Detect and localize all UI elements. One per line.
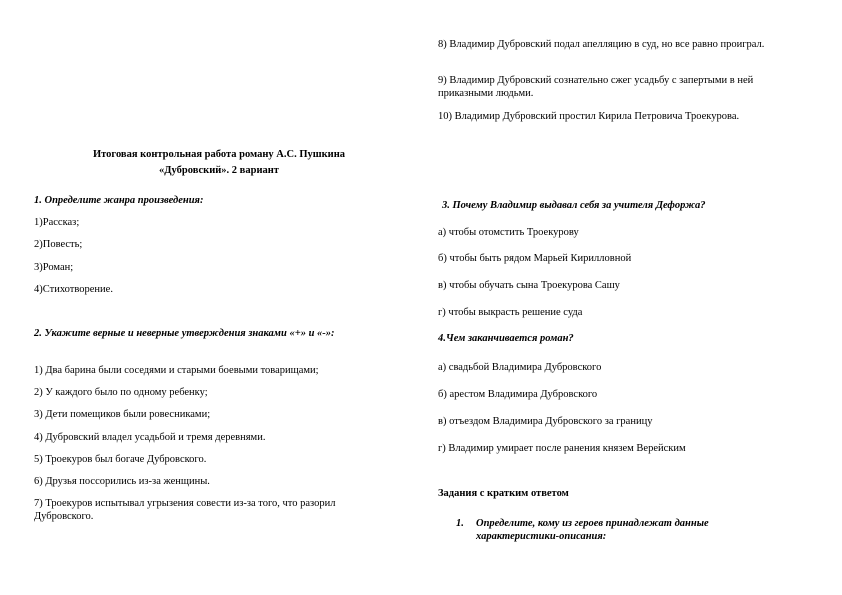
doc-title-line1: Итоговая контрольная работа роману А.С. Пушкина [93,149,345,160]
q1-option: 3)Роман; [34,262,74,273]
q4-option: а) свадьбой Владимира Дубровского [438,362,602,373]
q3-option: б) чтобы быть рядом Марьей Кирилловной [438,253,632,264]
q3-option: а) чтобы отомстить Троекурову [438,227,579,238]
q4-option: в) отъездом Владимира Дубровского за границу [438,416,653,427]
q3-option: в) чтобы обучать сына Троекурова Сашу [438,280,620,291]
q2-statement: 2) У каждого было по одному ребенку; [34,387,208,398]
q2-statement: 10) Владимир Дубровский простил Кирила Петровича Троекурова. [438,111,740,122]
short-item-text: Определите, кому из героев принадлежат данные характеристики-описания: [476,518,709,542]
q3-heading: 3. Почему Владимир выдавал себя за учителя Дефоржа? [442,200,706,211]
doc-title-line2: «Дубровский». 2 вариант [159,165,279,176]
q2-statement: 1) Два барина были соседями и старыми боевыми товарищами; [34,365,319,376]
q1-heading: 1. Определите жанра произведения: [34,195,204,206]
short-answer-heading: Задания с кратким ответом [438,488,569,499]
q1-option: 4)Стихотворение. [34,284,113,295]
q4-option: б) арестом Владимира Дубровского [438,389,598,400]
q2-statement: 7) Троекуров испытывал угрызения совести из-за того, что разорил Дубровского. [34,498,336,522]
q2-statement: 4) Дубровский владел усадьбой и тремя деревнями. [34,432,266,443]
q4-option: г) Владимир умирает после ранения князем Верейским [438,443,686,454]
short-item-number: 1. [456,518,464,529]
q4-heading: 4.Чем заканчивается роман? [438,333,574,344]
q2-statement: 5) Троекуров был богаче Дубровского. [34,454,207,465]
q2-statement: 9) Владимир Дубровский сознательно сжег усадьбу с запертыми в ней приказными людьми. [438,75,754,99]
q1-option: 2)Повесть; [34,239,83,250]
q3-option: г) чтобы выкрасть решение суда [438,307,583,318]
q2-statement: 6) Друзья поссорились из-за женщины. [34,476,210,487]
q2-heading: 2. Укажите верные и неверные утверждения знаками «+» и «-»: [34,328,335,339]
q2-statement: 8) Владимир Дубровский подал апелляцию в суд, но все равно проиграл. [438,39,765,50]
q1-option: 1)Рассказ; [34,217,80,228]
q2-statement: 3) Дети помещиков были ровесниками; [34,409,211,420]
